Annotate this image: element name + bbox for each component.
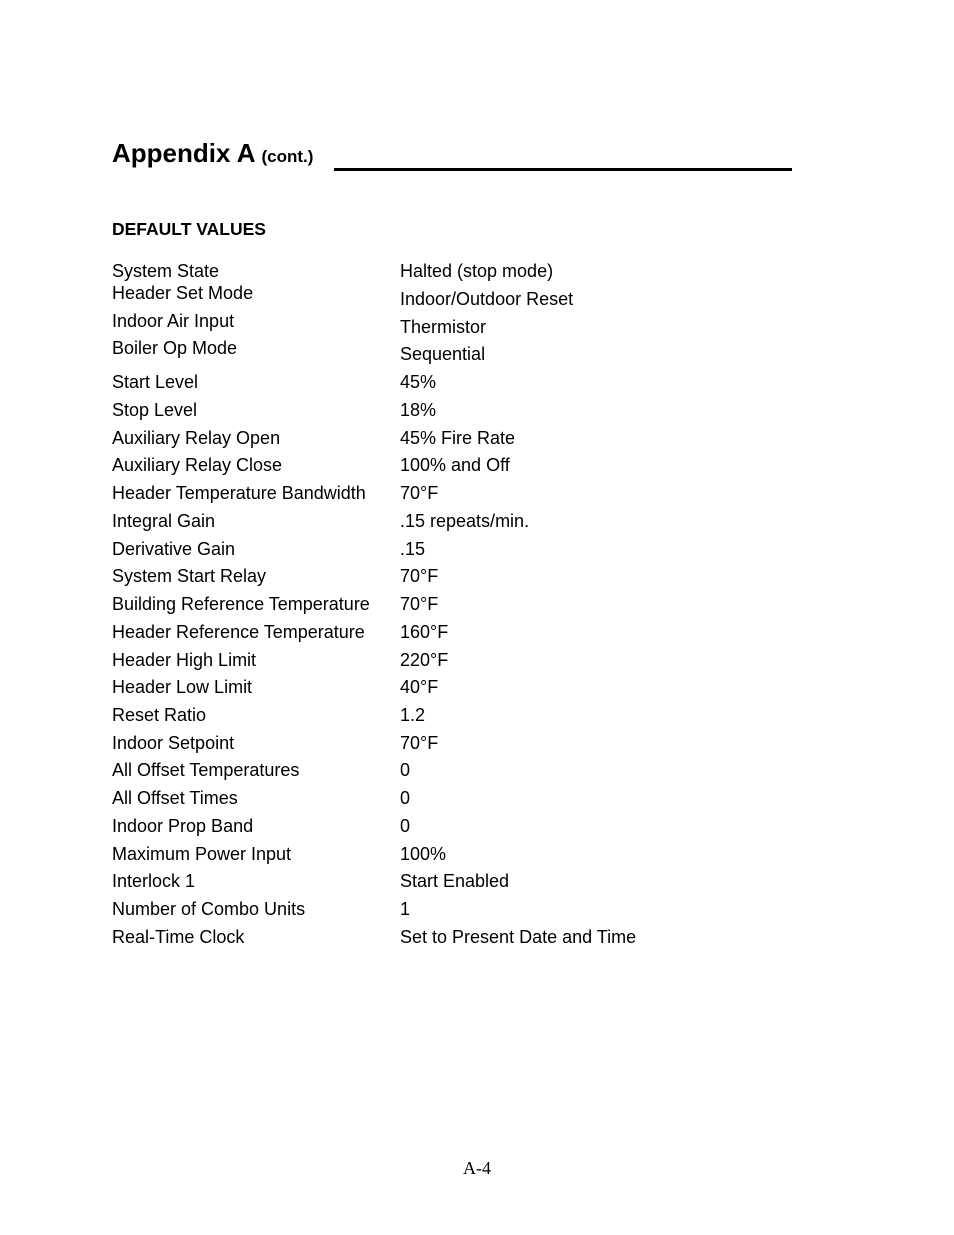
row-label: Building Reference Temperature [112,594,370,614]
row-value: 0 [400,788,411,808]
row-value: 70°F [400,483,439,503]
row-value: 1.2 [400,705,426,725]
row-label: All Offset Temperatures [112,760,300,780]
table-row [0,511,954,535]
row-value: 100% and Off [400,455,510,475]
row-label: Start Level [112,372,199,392]
row-label: Header Reference Temperature [112,622,365,642]
row-value: Thermistor [400,317,487,337]
table-row [0,677,954,701]
table-row [0,594,954,618]
table-row [0,733,954,757]
title-subtitle: (cont.) [261,147,314,166]
row-label: Number of Combo Units [112,899,306,919]
row-value: 18% [400,400,437,420]
page-title [112,138,313,169]
row-label: Indoor Setpoint [112,733,235,753]
table-row [0,283,954,307]
row-value: Set to Present Date and Time [400,927,637,947]
row-value: 45% Fire Rate [400,428,516,448]
table-row [0,760,954,784]
row-label: Reset Ratio [112,705,207,725]
table-row [0,899,954,923]
row-label: Header Temperature Bandwidth [112,483,366,503]
table-row [0,788,954,812]
row-value: 160°F [400,622,449,642]
title-underline [334,168,792,171]
row-label: Indoor Air Input [112,311,235,331]
row-label: Interlock 1 [112,871,196,891]
row-value: Start Enabled [400,871,510,891]
table-row [0,539,954,563]
row-label: Stop Level [112,400,198,420]
row-label: Maximum Power Input [112,844,292,864]
row-value: 0 [400,816,411,836]
table-row [0,844,954,868]
row-label: Auxiliary Relay Open [112,428,281,448]
row-value: 100% [400,844,447,864]
table-row [0,566,954,590]
row-value: 220°F [400,650,449,670]
section-heading: DEFAULT VALUES [112,219,266,239]
row-label: Header Low Limit [112,677,253,697]
table-row [0,705,954,729]
row-label: Indoor Prop Band [112,816,254,836]
row-label: All Offset Times [112,788,238,808]
row-value: 40°F [400,677,439,697]
row-value: 70°F [400,733,439,753]
row-value: Indoor/Outdoor Reset [400,289,574,309]
row-value: 70°F [400,594,439,614]
row-value: .15 repeats/min. [400,511,530,531]
row-label: Real-Time Clock [112,927,245,947]
table-row [0,650,954,674]
table-row [0,871,954,895]
table-row [0,483,954,507]
table-row [0,400,954,424]
table-row [0,372,954,396]
page-number: A-4 [463,1158,491,1178]
title-main: Appendix A [112,138,256,168]
row-label: Auxiliary Relay Close [112,455,283,475]
row-label: Boiler Op Mode [112,338,238,358]
row-value: Sequential [400,344,486,364]
row-value: 70°F [400,566,439,586]
row-label: Integral Gain [112,511,216,531]
table-row [0,455,954,479]
table-row [0,927,954,951]
table-row [0,311,954,335]
row-value: 1 [400,899,411,919]
row-label: Header Set Mode [112,283,254,303]
row-label: Header High Limit [112,650,257,670]
table-row [0,338,954,362]
row-value: 0 [400,760,411,780]
table-row [0,261,954,285]
row-label: System State [112,261,220,281]
table-row [0,428,954,452]
row-label: Derivative Gain [112,539,236,559]
row-value: .15 [400,539,426,559]
row-value: 45% [400,372,437,392]
row-value: Halted (stop mode) [400,261,554,281]
table-row [0,622,954,646]
table-row [0,816,954,840]
row-label: System Start Relay [112,566,267,586]
